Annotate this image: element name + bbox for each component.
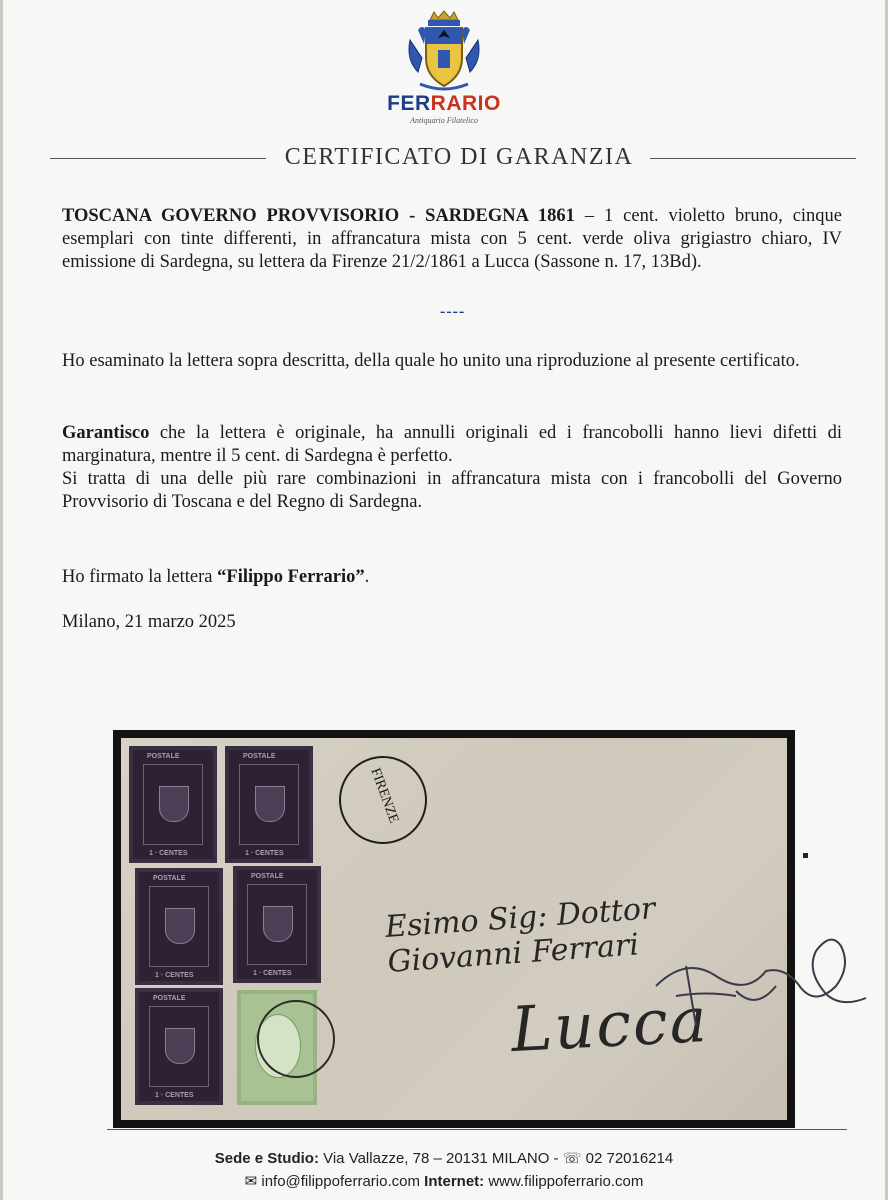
email-link[interactable]: info@filippoferrario.com	[257, 1173, 425, 1190]
brand-tagline: Antiquario Filatelico	[410, 116, 478, 125]
page-title: CERTIFICATO DI GARANZIA	[284, 144, 634, 170]
brand-name: FERRARIO	[387, 92, 501, 115]
stamp-toscana-1c: POSTALE 1 · CENTES	[129, 746, 217, 863]
address-recipient: Esimo Sig: Dottor Giovanni Ferrari	[384, 891, 657, 980]
ferrario-coat-of-arms	[404, 10, 484, 92]
crest-icon	[404, 10, 484, 92]
footer-address: Sede e Studio: Via Vallazze, 78 – 20131 MILANO - ☏ 02 72016214	[214, 1150, 674, 1167]
guarantee-statement: Garantisco che la lettera è originale, ha annulli originali ed i francobolli hanno lievi difetti di marginatura, mentre il 5 cent. di Sardegna è perfetto.	[62, 423, 842, 466]
address-city: Lucca	[509, 982, 711, 1067]
stamp-toscana-1c: POSTALE 1 · CENTES	[135, 988, 223, 1105]
title-rule-left	[50, 158, 266, 159]
email-icon: ✉	[244, 1173, 258, 1190]
place-and-date: Milano, 21 marzo 2025	[62, 612, 236, 632]
expert-signature	[626, 916, 876, 1046]
stamp-toscana-1c: POSTALE 1 · CENTES	[135, 868, 223, 985]
postmark-on-sardegna	[257, 1000, 335, 1078]
title-rule-right	[650, 158, 856, 159]
examination-statement: Ho esaminato la lettera sopra descritta, della quale ho unito una riproduzione al presente certificato.	[62, 351, 800, 371]
footer-rule	[107, 1129, 847, 1130]
mark-dot	[803, 853, 808, 858]
stamp-toscana-1c: POSTALE 1 · CENTES	[233, 866, 321, 983]
section-separator: ----	[440, 303, 466, 320]
title-row	[50, 144, 856, 174]
website-link[interactable]: www.filippoferrario.com	[484, 1173, 644, 1190]
postmark-firenze: FIRENZE	[339, 756, 427, 844]
stamp-toscana-1c: POSTALE 1 · CENTES	[225, 746, 313, 863]
rarity-statement: Si tratta di una delle più rare combinazioni in affrancatura mista con i francobolli del Governo Provvisorio di Toscana e del Regno di Sardegna.	[62, 469, 842, 512]
footer-contacts: ✉ info@filippoferrario.com Internet: www.filippoferrario.com	[244, 1173, 644, 1190]
signature-statement: Ho firmato la lettera “Filippo Ferrario”.	[62, 567, 370, 587]
lot-description: TOSCANA GOVERNO PROVVISORIO - SARDEGNA 1861 – 1 cent. violetto bruno, cinque esemplari con tinte differenti, in affrancatura mista con 5 cent. verde oliva grigiastro chiaro, IV emissione di Sardegna, su lettera da Firenze 21/2/1861 a Lucca (Sassone n. 17, 13Bd).	[62, 206, 843, 272]
